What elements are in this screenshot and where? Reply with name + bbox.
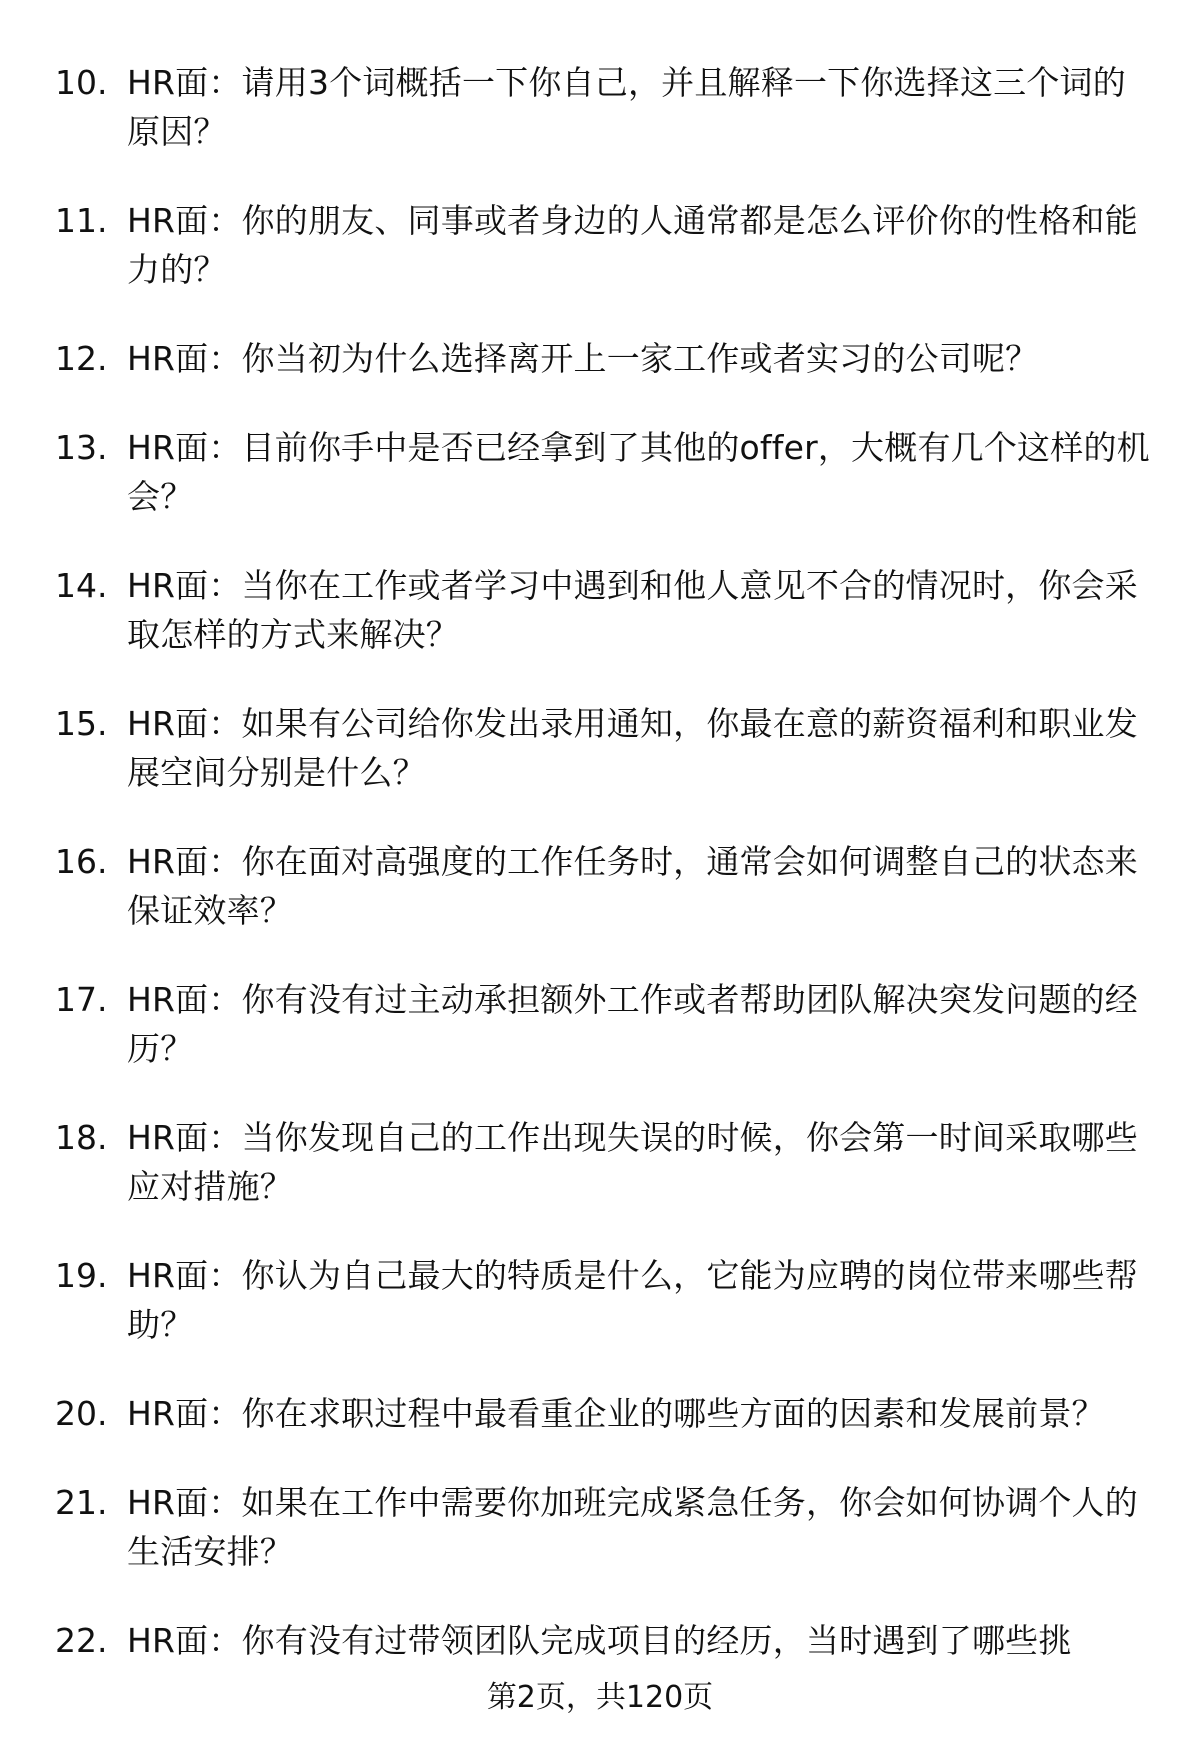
question-text: HR面：你在求职过程中最看重企业的哪些方面的因素和发展前景？ [127,1394,1105,1433]
question-number: 17. [55,980,108,1019]
question-item [55,975,1155,1073]
question-text: HR面：你的朋友、同事或者身边的人通常都是怎么评价你的性格和能力的？ [127,201,1138,289]
question-text: HR面：请用3个词概括一下你自己，并且解释一下你选择这三个词的原因？ [127,63,1126,151]
question-text: HR面：你认为自己最大的特质是什么，它能为应聘的岗位带来哪些帮助？ [127,1256,1138,1344]
question-text: HR面：如果有公司给你发出录用通知，你最在意的薪资福利和职业发展空间分别是什么？ [127,704,1138,792]
question-text: HR面：如果在工作中需要你加班完成紧急任务，你会如何协调个人的生活安排？ [127,1483,1138,1571]
page-footer [0,1678,1200,1718]
question-item [55,1251,1155,1349]
question-number: 16. [55,842,108,881]
question-number: 20. [55,1394,108,1433]
question-number: 12. [55,339,108,378]
question-list [55,58,1155,1705]
question-number: 18. [55,1118,108,1157]
question-text: HR面：当你发现自己的工作出现失误的时候，你会第一时间采取哪些应对措施？ [127,1118,1138,1206]
question-number: 14. [55,566,108,605]
question-item [55,561,1155,659]
question-number: 19. [55,1256,108,1295]
question-item [55,1389,1155,1438]
question-number: 10. [55,63,108,102]
question-item [55,334,1155,383]
question-text: HR面：你在面对高强度的工作任务时，通常会如何调整自己的状态来保证效率？ [127,842,1138,930]
question-item [55,1478,1155,1576]
question-item [55,423,1155,521]
question-text: HR面：当你在工作或者学习中遇到和他人意见不合的情况时，你会采取怎样的方式来解决？ [127,566,1138,654]
question-item [55,196,1155,294]
question-number: 11. [55,201,108,240]
question-text: HR面：你有没有过主动承担额外工作或者帮助团队解决突发问题的经历？ [127,980,1138,1068]
question-number: 13. [55,428,108,467]
page-number-label: 第2页，共120页 [486,1680,714,1715]
question-text: HR面：目前你手中是否已经拿到了其他的offer，大概有几个这样的机会？ [127,428,1150,516]
question-item [55,58,1155,156]
question-item [55,1616,1155,1665]
question-number: 21. [55,1483,108,1522]
question-item [55,699,1155,797]
question-text: HR面：你当初为什么选择离开上一家工作或者实习的公司呢？ [127,339,1039,378]
question-number: 22. [55,1621,108,1660]
question-item [55,837,1155,935]
question-number: 15. [55,704,108,743]
question-text: HR面：你有没有过带领团队完成项目的经历，当时遇到了哪些挑 [127,1621,1072,1660]
question-item [55,1113,1155,1211]
